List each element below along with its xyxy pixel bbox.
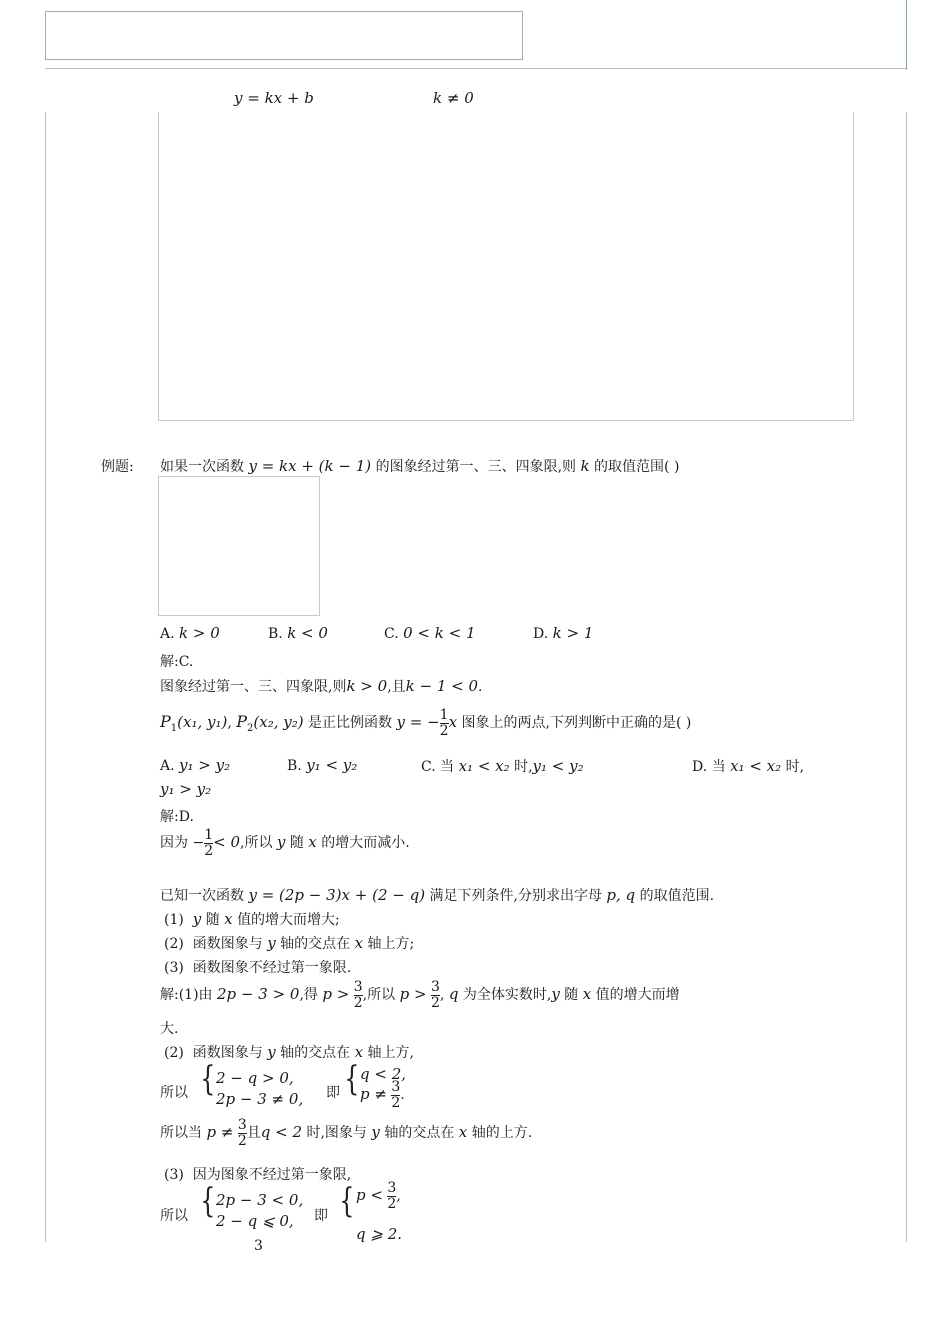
sol-math: y xyxy=(371,1123,380,1142)
left-margin xyxy=(45,112,46,1242)
condition-3 xyxy=(164,957,351,977)
q-formula: y = (2p − 3)x + (2 − q) xyxy=(248,886,426,904)
sol-text: , xyxy=(439,987,445,1004)
expl-math: x xyxy=(308,833,317,852)
system-line: 2p − 3 < 0, xyxy=(216,1191,304,1209)
sol-text: . xyxy=(400,1087,405,1104)
cond-text: 轴的交点在 xyxy=(280,936,351,952)
cond-math: x xyxy=(354,934,364,952)
trailing-fraction-num: 3 xyxy=(254,1238,263,1254)
option-math: x₁ < x₂ xyxy=(458,757,510,775)
numerator: 3 xyxy=(387,1180,397,1196)
cond-key: (3) xyxy=(164,960,184,976)
system-line: q < 2, xyxy=(360,1065,407,1083)
system-line: q ⩾ 2. xyxy=(356,1225,403,1243)
option-text: 当 xyxy=(711,759,726,775)
numerator: 1 xyxy=(204,827,214,843)
expl-math: k − 1 < 0 xyxy=(405,677,479,695)
brace-left: { xyxy=(339,1181,355,1221)
expl-text: 随 xyxy=(289,835,304,852)
solution-2-so: 所以 xyxy=(160,1085,188,1101)
sol-text: 因为图象不经过第一象限, xyxy=(192,1167,352,1183)
condition-1 xyxy=(164,909,340,929)
fraction xyxy=(431,980,440,1010)
q-math: x xyxy=(448,713,458,732)
solution-2-ie: 即 xyxy=(326,1085,340,1101)
fraction xyxy=(354,980,363,1010)
right-margin xyxy=(906,112,907,1242)
option-key: B. xyxy=(268,626,283,642)
cond-key: (1) xyxy=(164,912,184,928)
explanation xyxy=(160,828,410,858)
q-text: 如果一次函数 xyxy=(160,459,244,475)
example3-question xyxy=(160,885,714,905)
expl-text: 图象经过第一、三、四象限,则 xyxy=(160,679,347,695)
system-line xyxy=(356,1181,401,1211)
option-d-wrap: y₁ > y₂ xyxy=(160,780,212,798)
formula-condition: k ≠ 0 xyxy=(433,89,474,107)
system-line: 2 − q ⩽ 0, xyxy=(216,1212,294,1230)
denominator: 2 xyxy=(387,1195,397,1212)
q-text: 满足下列条件,分别求出字母 xyxy=(429,888,602,904)
sol-text: 且 xyxy=(246,1125,261,1142)
sol-text: 解:(1)由 xyxy=(160,987,213,1004)
fraction xyxy=(204,828,213,858)
header-box xyxy=(45,11,523,60)
option-math: x₁ < x₂ xyxy=(730,757,782,775)
q-math: y = − xyxy=(396,713,440,732)
expl-text: ,且 xyxy=(387,679,406,695)
q-text: 的取值范围. xyxy=(639,888,715,904)
sol-text: ,得 xyxy=(299,987,318,1004)
sol-text: 轴的上方. xyxy=(471,1125,533,1142)
expl-text: . xyxy=(478,679,483,695)
option-text: 时, xyxy=(514,759,533,775)
fraction xyxy=(387,1181,396,1211)
solution-1-wrap: 大. xyxy=(160,1021,179,1037)
cond-text: 轴上方; xyxy=(367,936,415,952)
sol-key: (3) xyxy=(164,1167,184,1183)
sol-text: 轴上方, xyxy=(367,1045,414,1061)
condition-2 xyxy=(164,933,414,953)
sol-key: (2) xyxy=(164,1045,184,1061)
example1-question xyxy=(160,456,679,476)
figure-placeholder-small xyxy=(158,476,320,616)
sol-text: 为全体实数时, xyxy=(462,987,552,1004)
expl-math: < 0 xyxy=(213,833,240,852)
brace-left: { xyxy=(344,1059,360,1099)
denominator: 2 xyxy=(237,1132,247,1149)
solution-3-so: 所以 xyxy=(160,1208,188,1224)
sol-math: 2p − 3 > 0 xyxy=(217,985,300,1004)
cond-text: 值的增大而增大; xyxy=(237,912,340,928)
option-math: y₁ > y₂ xyxy=(179,756,231,774)
header-rule xyxy=(45,68,907,69)
denominator: 2 xyxy=(204,842,214,859)
option-b xyxy=(268,624,328,642)
sol-text: 轴的交点在 xyxy=(384,1125,455,1142)
example2-question xyxy=(160,708,691,738)
option-a xyxy=(160,624,220,642)
expl-text: ,所以 xyxy=(240,835,273,852)
cond-math: y xyxy=(192,910,202,928)
option-c xyxy=(384,624,476,642)
sol-math: x xyxy=(354,1043,364,1061)
system-line: 2 − q > 0, xyxy=(216,1069,294,1087)
sol-math: p < xyxy=(356,1186,383,1205)
option-key: B. xyxy=(287,758,302,774)
option-math: k > 1 xyxy=(552,624,594,642)
subscript: 1 xyxy=(170,722,178,734)
separator: , xyxy=(227,715,232,732)
cond-key: (2) xyxy=(164,936,184,952)
denominator: 2 xyxy=(353,994,363,1011)
point-label: P xyxy=(160,712,171,732)
sol-text: 函数图象与 xyxy=(192,1045,263,1061)
sol-text: ,所以 xyxy=(362,987,396,1004)
sol-math: q xyxy=(448,985,459,1004)
option-key: A. xyxy=(160,758,175,774)
solution-3 xyxy=(164,1164,351,1184)
option-a xyxy=(160,756,230,774)
sol-math: p ≠ xyxy=(360,1085,387,1104)
numerator: 3 xyxy=(353,979,363,995)
formula-linear: y = kx + b xyxy=(234,89,314,107)
q-text: 已知一次函数 xyxy=(160,888,244,904)
expl-math: k > 0 xyxy=(346,677,388,695)
expl-math: y xyxy=(276,833,286,852)
point-label: P xyxy=(236,712,248,732)
denominator: 2 xyxy=(431,994,440,1011)
numerator: 3 xyxy=(431,979,440,995)
option-key: D. xyxy=(692,759,708,775)
option-d xyxy=(692,756,804,776)
explanation xyxy=(160,676,483,696)
sol-math: x xyxy=(458,1123,468,1142)
q-var: k xyxy=(580,457,590,475)
fraction xyxy=(391,1080,400,1110)
option-math: k > 0 xyxy=(179,624,220,642)
sol-math: y xyxy=(551,985,560,1004)
right-margin-top xyxy=(906,0,907,70)
sol-text: 时,图象与 xyxy=(306,1125,367,1142)
option-text: 当 xyxy=(440,759,455,775)
option-key: D. xyxy=(533,626,549,642)
cond-text: 函数图象不经过第一象限. xyxy=(192,960,352,976)
system-line: 2p − 3 ≠ 0, xyxy=(216,1090,304,1108)
sol-math: p ≠ xyxy=(206,1123,234,1142)
q-text: 图象上的两点,下列判断中正确的是( ) xyxy=(461,715,692,732)
sol-text: 轴的交点在 xyxy=(280,1045,351,1061)
cond-math: x xyxy=(224,910,233,928)
option-math: y₁ < y₂ xyxy=(532,757,584,775)
point-coords: (x₁, y₁) xyxy=(177,713,228,732)
option-key: C. xyxy=(421,759,436,775)
solution-2-conclusion xyxy=(160,1118,532,1148)
denominator: 2 xyxy=(439,722,449,739)
option-key: C. xyxy=(384,626,399,642)
sol-text: 随 xyxy=(564,987,579,1004)
sol-math: q < 2 xyxy=(260,1123,303,1142)
q-text: 的取值范围( ) xyxy=(594,459,680,475)
option-math: k < 0 xyxy=(287,624,328,642)
option-c xyxy=(421,756,584,776)
q-formula: y = kx + (k − 1) xyxy=(248,457,372,475)
example-label: 例题: xyxy=(101,459,134,475)
fraction xyxy=(440,708,449,738)
option-text: 时, xyxy=(785,759,805,775)
cond-text: 随 xyxy=(205,912,220,928)
solution-1 xyxy=(160,980,680,1010)
brace-left: { xyxy=(200,1181,216,1221)
option-key: A. xyxy=(160,626,175,642)
sol-math: y xyxy=(267,1043,276,1061)
option-math: y₁ < y₂ xyxy=(306,756,358,774)
system-line xyxy=(360,1080,405,1110)
option-math: 0 < k < 1 xyxy=(403,624,476,642)
answer: 解:C. xyxy=(160,654,194,670)
q-text: 的图象经过第一、三、四象限,则 xyxy=(375,459,577,475)
q-vars: p, q xyxy=(606,886,636,904)
numerator: 3 xyxy=(237,1117,247,1133)
point-coords: (x₂, y₂) xyxy=(253,713,304,732)
q-text: 是正比例函数 xyxy=(308,715,393,732)
answer: 解:D. xyxy=(160,809,194,825)
option-d xyxy=(533,624,593,642)
sol-text: , xyxy=(396,1188,401,1205)
fraction xyxy=(238,1118,247,1148)
sol-math: x xyxy=(582,985,592,1004)
solution-3-ie: 即 xyxy=(314,1208,328,1224)
option-b xyxy=(287,756,357,774)
sol-text: 所以当 xyxy=(160,1125,202,1142)
expl-text: 因为 xyxy=(160,835,188,852)
cond-math: y xyxy=(267,934,276,952)
figure-placeholder-large xyxy=(158,112,854,421)
expl-text: 的增大而减小. xyxy=(321,835,410,852)
numerator: 3 xyxy=(391,1079,401,1095)
cond-text: 函数图象与 xyxy=(192,936,263,952)
sol-text: 值的增大而增 xyxy=(595,987,680,1004)
sol-math: p > xyxy=(399,985,427,1004)
sol-math: p > xyxy=(322,985,350,1004)
denominator: 2 xyxy=(391,1094,401,1111)
expl-math: − xyxy=(192,835,205,852)
numerator: 1 xyxy=(439,707,449,723)
subscript: 2 xyxy=(247,722,254,734)
brace-left: { xyxy=(200,1059,216,1099)
